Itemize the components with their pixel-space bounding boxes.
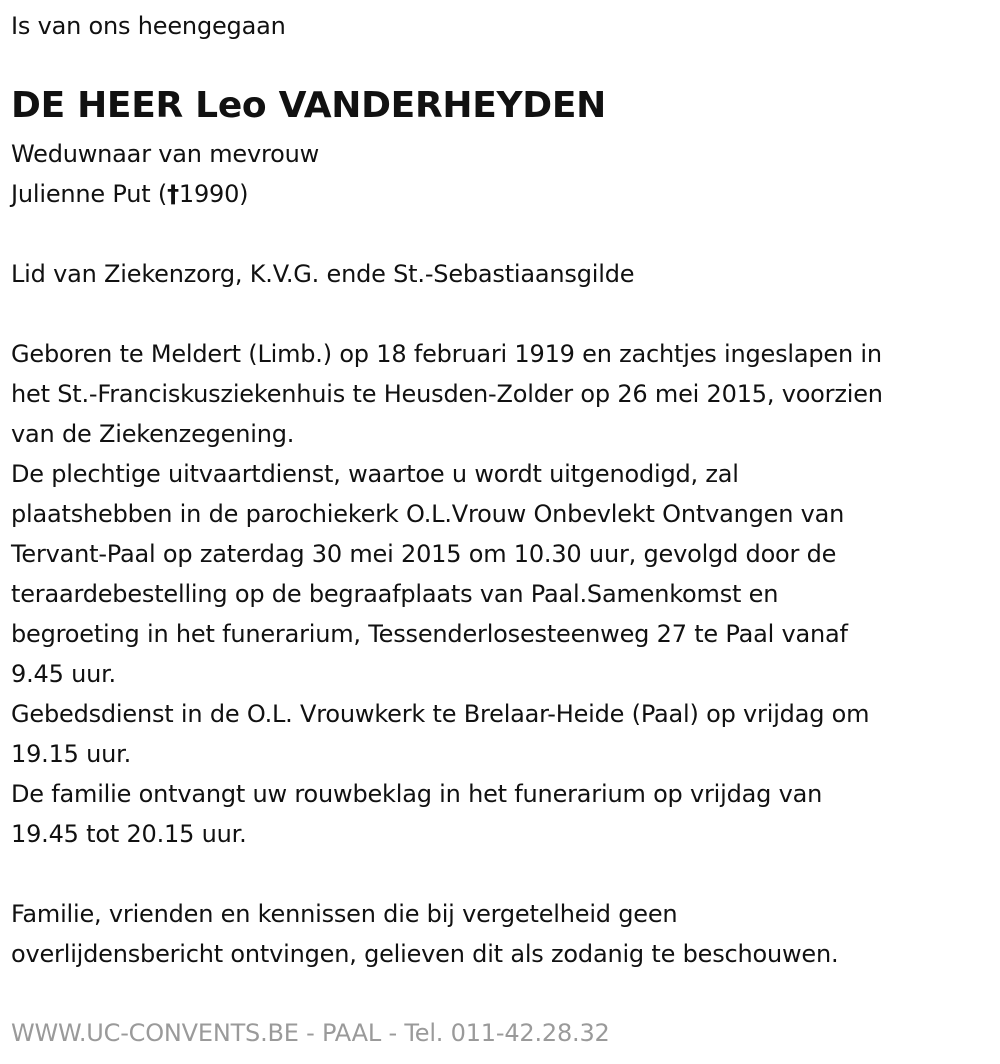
spouse-death-year: 1990): [178, 180, 249, 208]
membership-text: Lid van Ziekenzorg, K.V.G. ende St.-Sebastiaansgilde: [11, 260, 635, 288]
main-line: Tervant-Paal op zaterdag 30 mei 2015 om 10.30 uur, gevolgd door de: [11, 540, 837, 568]
main-line: De plechtige uitvaartdienst, waartoe u wordt uitgenodigd, zal: [11, 460, 739, 488]
main-line: begroeting in het funerarium, Tessenderlosesteenweg 27 te Paal vanaf: [11, 620, 848, 648]
footer-contact: WWW.UC-CONVENTS.BE - PAAL - Tel. 011-42.28.32: [11, 1019, 610, 1047]
main-line: plaatshebben in de parochiekerk O.L.Vrouw Onbevlekt Ontvangen van: [11, 500, 845, 528]
note-block: [11, 894, 838, 974]
note-line: Familie, vrienden en kennissen die bij vergetelheid geen: [11, 900, 678, 928]
main-line: De familie ontvangt uw rouwbeklag in het funerarium op vrijdag van: [11, 780, 823, 808]
cross-icon: †: [167, 180, 179, 208]
main-line: Gebedsdienst in de O.L. Vrouwkerk te Brelaar-Heide (Paal) op vrijdag om: [11, 700, 870, 728]
intro-text: Is van ons heengegaan: [11, 12, 286, 40]
main-line: teraardebestelling op de begraafplaats van Paal.Samenkomst en: [11, 580, 779, 608]
note-line: overlijdensbericht ontvingen, gelieven dit als zodanig te beschouwen.: [11, 940, 839, 968]
spouse-line-2: [11, 174, 319, 214]
spouse-name-text: Julienne Put (: [11, 180, 168, 208]
main-line: Geboren te Meldert (Limb.) op 18 februari 1919 en zachtjes ingeslapen in: [11, 340, 882, 368]
main-line: 19.45 tot 20.15 uur.: [11, 820, 247, 848]
main-text-block: [11, 334, 883, 854]
main-line: 19.15 uur.: [11, 740, 132, 768]
spouse-block: [11, 134, 319, 214]
spouse-line-1: Weduwnaar van mevrouw: [11, 140, 320, 168]
main-line: het St.-Franciskusziekenhuis te Heusden-Zolder op 26 mei 2015, voorzien: [11, 380, 883, 408]
membership-block: [11, 254, 634, 294]
main-line: 9.45 uur.: [11, 660, 116, 688]
main-line: van de Ziekenzegening.: [11, 420, 295, 448]
deceased-name: DE HEER Leo VANDERHEYDEN: [11, 85, 606, 126]
